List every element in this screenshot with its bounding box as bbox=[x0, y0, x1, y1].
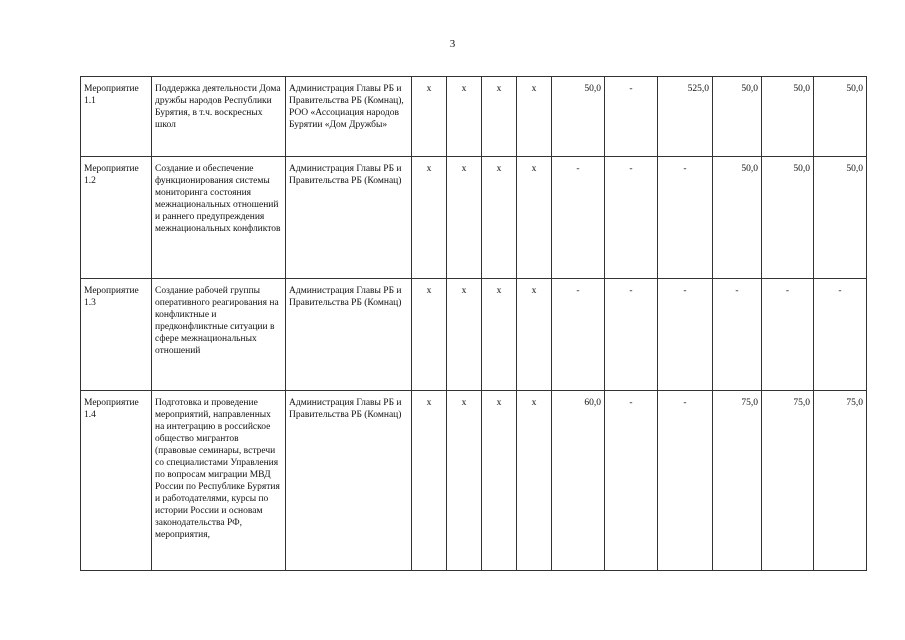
value-cell: 50,0 bbox=[814, 77, 867, 157]
value-cell: - bbox=[605, 391, 658, 571]
table-row bbox=[81, 391, 867, 571]
mark-cell: x bbox=[412, 279, 447, 391]
value-cell: - bbox=[814, 279, 867, 391]
value-cell: - bbox=[552, 157, 605, 279]
mark-cell: x bbox=[482, 77, 517, 157]
mark-cell: x bbox=[517, 391, 552, 571]
value-cell: - bbox=[605, 77, 658, 157]
value-cell: 75,0 bbox=[713, 391, 762, 571]
value-cell: - bbox=[762, 279, 814, 391]
mark-cell: x bbox=[447, 77, 482, 157]
value-cell: 50,0 bbox=[713, 157, 762, 279]
value-cell: - bbox=[605, 279, 658, 391]
mark-cell: x bbox=[482, 279, 517, 391]
page-number: 3 bbox=[449, 38, 456, 50]
mark-cell: x bbox=[412, 157, 447, 279]
value-cell: - bbox=[605, 157, 658, 279]
mark-cell: x bbox=[447, 279, 482, 391]
value-cell: - bbox=[713, 279, 762, 391]
table-row bbox=[81, 279, 867, 391]
table-row bbox=[81, 77, 867, 157]
measure-id: Мероприятие 1.3 bbox=[81, 279, 152, 391]
value-cell: - bbox=[658, 391, 713, 571]
measure-name: Создание и обеспечение функционирования системы мониторинга состояния межнациональных отношений и раннего предупреждения межнациональных конфликтов bbox=[152, 157, 286, 279]
mark-cell: x bbox=[517, 279, 552, 391]
measure-executor: Администрация Главы РБ и Правительства РБ (Комнац) bbox=[286, 157, 412, 279]
measure-executor: Администрация Главы РБ и Правительства РБ (Комнац), РОО «Ассоциация народов Бурятии «Дом Дружбы» bbox=[286, 77, 412, 157]
value-cell: - bbox=[658, 279, 713, 391]
mark-cell: x bbox=[517, 157, 552, 279]
mark-cell: x bbox=[447, 157, 482, 279]
mark-cell: x bbox=[482, 391, 517, 571]
value-cell: - bbox=[552, 279, 605, 391]
measure-name: Подготовка и проведение мероприятий, направленных на интеграцию в российское общество мигрантов (правовые семинары, встречи со специалистами Управления по вопросам миграции МВД России по Республике Бурятия и работодателями, курсы по истории России и основам законодательства РФ, мероприятия, bbox=[152, 391, 286, 571]
mark-cell: x bbox=[517, 77, 552, 157]
value-cell: 50,0 bbox=[814, 157, 867, 279]
value-cell: 75,0 bbox=[814, 391, 867, 571]
measure-id: Мероприятие 1.4 bbox=[81, 391, 152, 571]
measure-name: Поддержка деятельности Дома дружбы народов Республики Бурятия, в т.ч. воскресных школ bbox=[152, 77, 286, 157]
measure-id: Мероприятие 1.1 bbox=[81, 77, 152, 157]
mark-cell: x bbox=[447, 391, 482, 571]
measure-name: Создание рабочей группы оперативного реагирования на конфликтные и предконфликтные ситуации в сфере межнациональных отношений bbox=[152, 279, 286, 391]
mark-cell: x bbox=[412, 391, 447, 571]
value-cell: 50,0 bbox=[762, 77, 814, 157]
value-cell: - bbox=[658, 157, 713, 279]
program-measures-table bbox=[80, 76, 867, 571]
value-cell: 75,0 bbox=[762, 391, 814, 571]
measure-id: Мероприятие 1.2 bbox=[81, 157, 152, 279]
table-row bbox=[81, 157, 867, 279]
mark-cell: x bbox=[482, 157, 517, 279]
value-cell: 50,0 bbox=[552, 77, 605, 157]
value-cell: 50,0 bbox=[713, 77, 762, 157]
value-cell: 50,0 bbox=[762, 157, 814, 279]
value-cell: 525,0 bbox=[658, 77, 713, 157]
measure-executor: Администрация Главы РБ и Правительства РБ (Комнац) bbox=[286, 391, 412, 571]
measure-executor: Администрация Главы РБ и Правительства РБ (Комнац) bbox=[286, 279, 412, 391]
mark-cell: x bbox=[412, 77, 447, 157]
value-cell: 60,0 bbox=[552, 391, 605, 571]
